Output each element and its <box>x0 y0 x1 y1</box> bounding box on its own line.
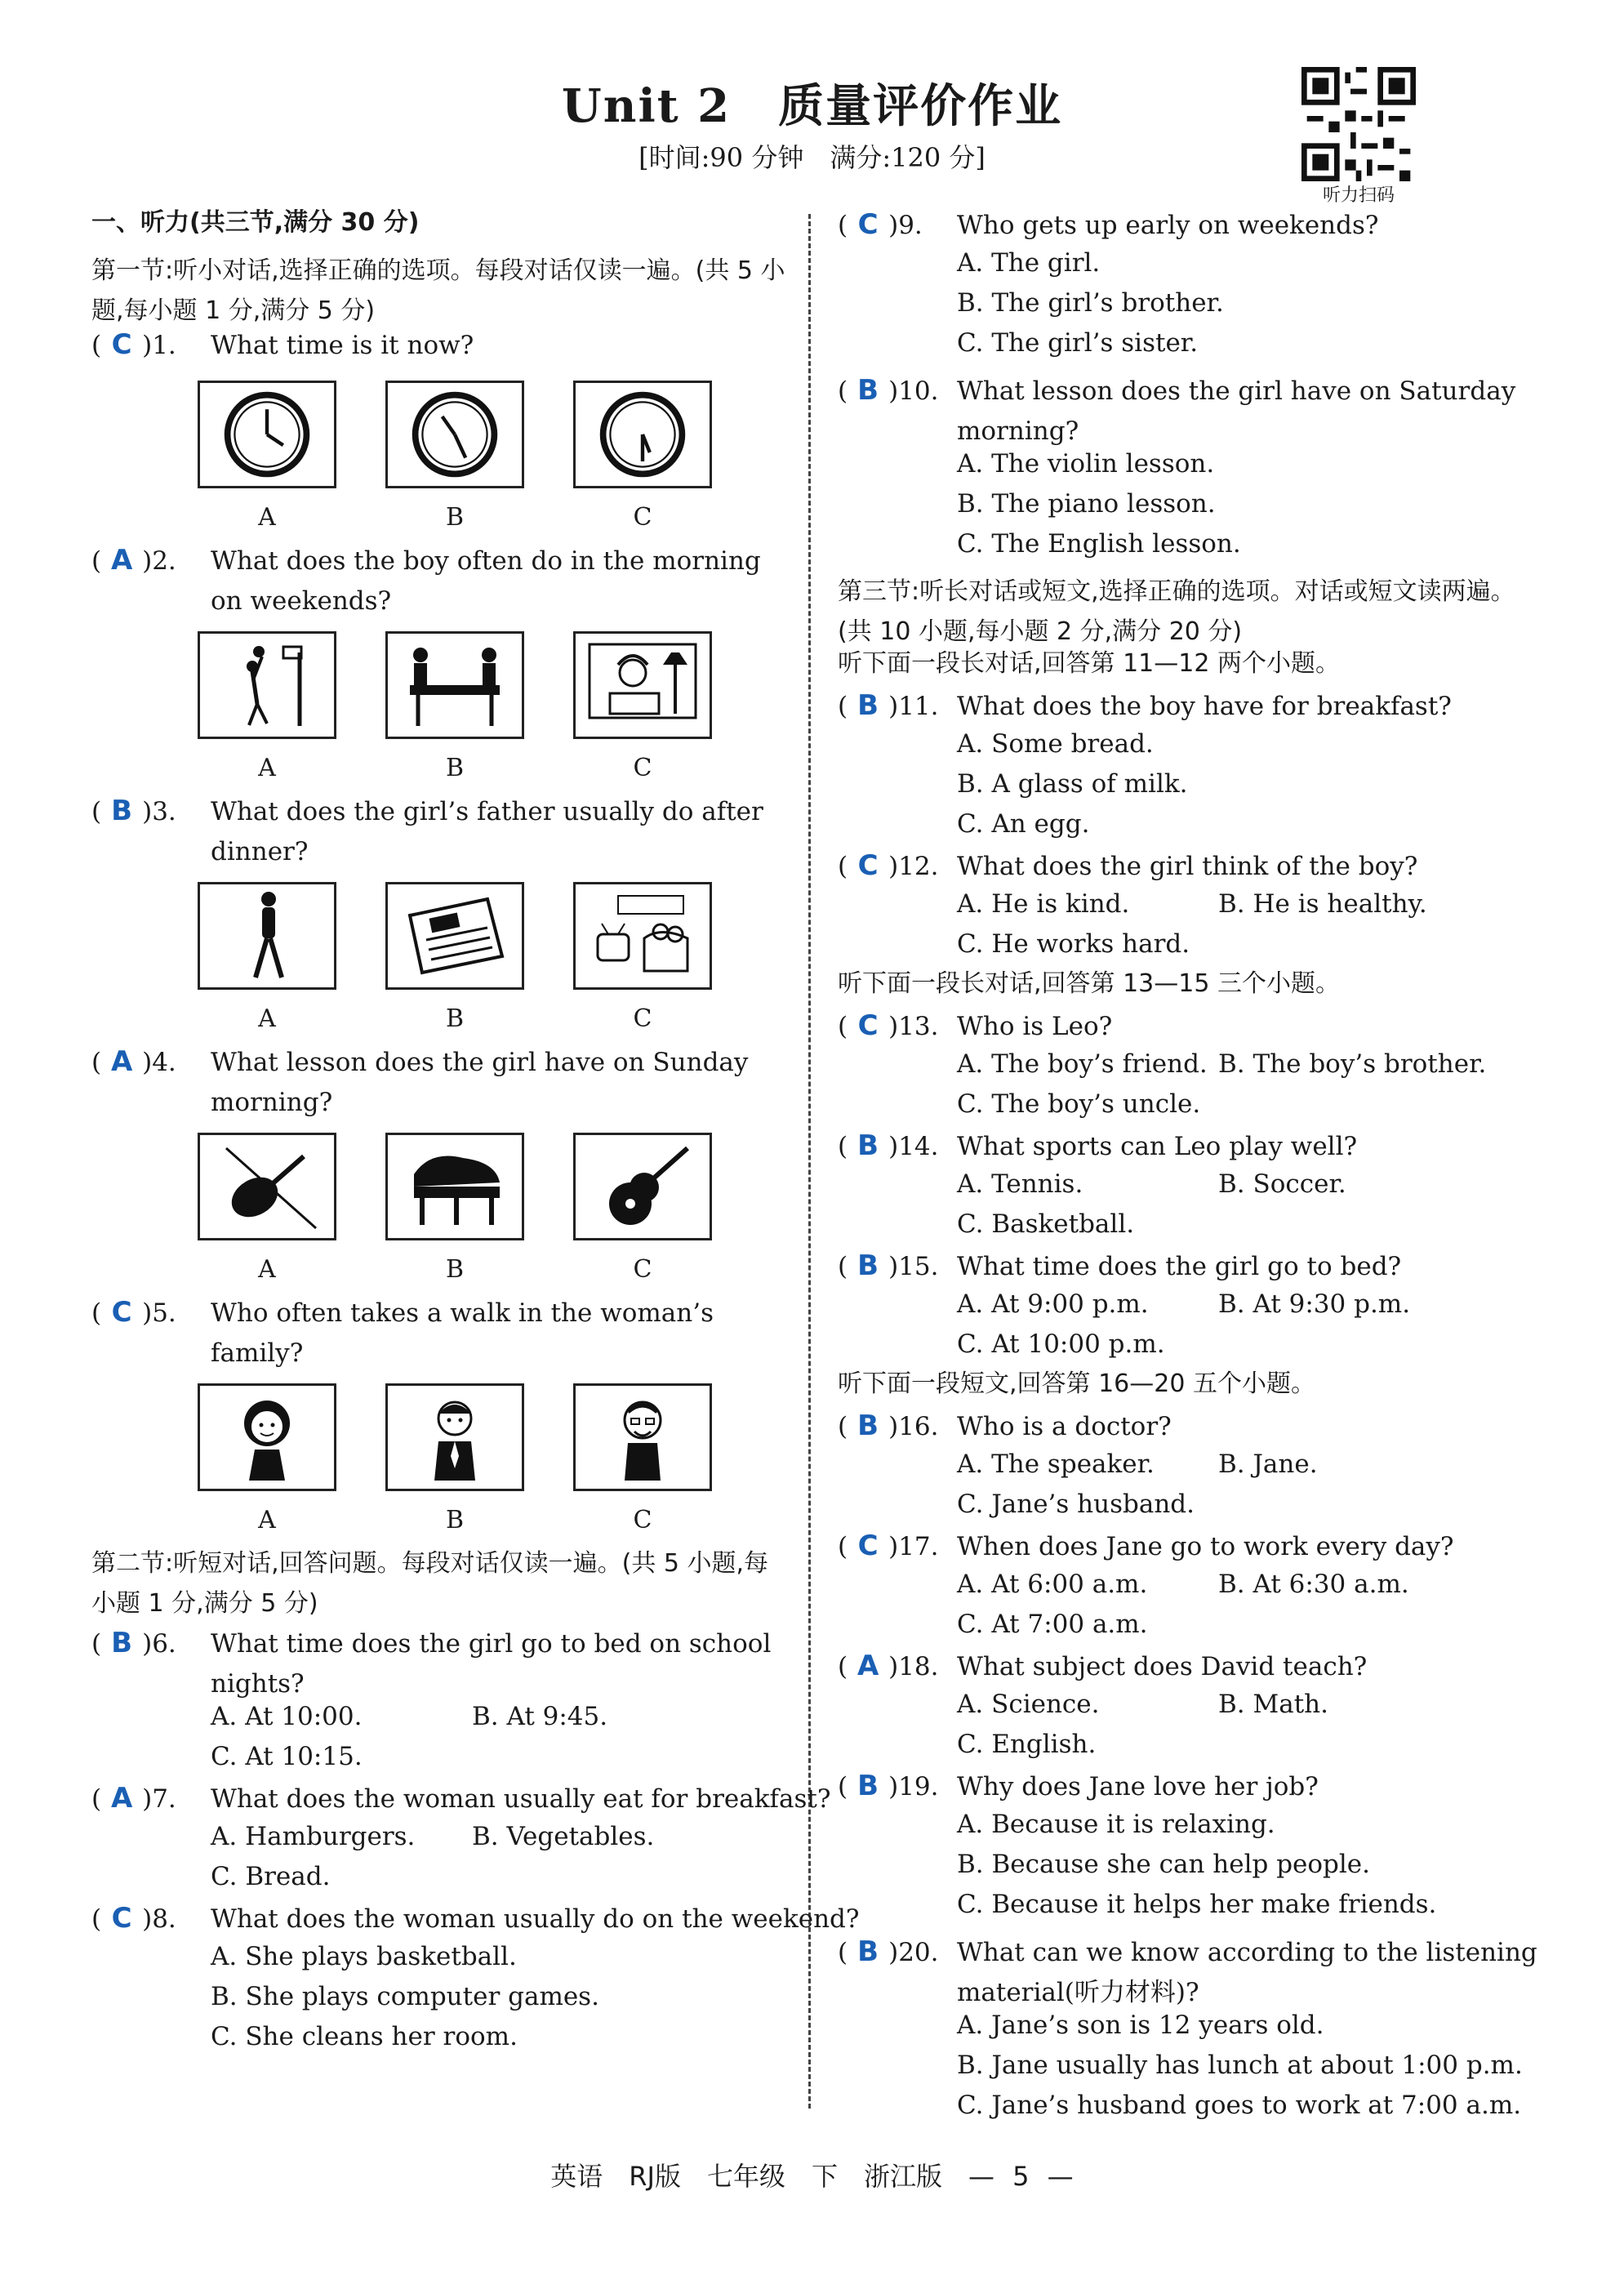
answer-9[interactable]: C <box>857 208 879 241</box>
question-12: ( C )12. What does the girl think of the boy? <box>838 849 1418 882</box>
q9-option-a[interactable]: A. The girl. <box>957 248 1101 278</box>
q1-labels: A B C <box>258 503 652 532</box>
answer-16[interactable]: B <box>857 1409 879 1442</box>
option-b-picture[interactable] <box>385 1133 524 1240</box>
option-b-picture[interactable] <box>385 1383 524 1491</box>
q15-options-ab: A. At 9:00 p.m. B. At 9:30 p.m. <box>957 1289 1411 1319</box>
q10-option-b[interactable]: B. The piano lesson. <box>957 489 1216 519</box>
clock-icon <box>222 390 312 479</box>
man-icon <box>414 1391 496 1485</box>
q16-option-c[interactable]: C. Jane’s husband. <box>957 1490 1195 1519</box>
q5-labels: A B C <box>258 1506 652 1534</box>
q11-option-c[interactable]: C. An egg. <box>957 809 1090 839</box>
question-1: ( C )1. What time is it now? <box>91 328 474 361</box>
q15-option-c[interactable]: C. At 10:00 p.m. <box>957 1329 1165 1359</box>
violin-icon <box>210 1140 324 1234</box>
question-13: ( C )13. Who is Leo? <box>838 1009 1113 1042</box>
question-15: ( B )15. What time does the girl go to bed? <box>838 1249 1402 1282</box>
reading-icon <box>585 640 700 730</box>
exam-info: [时间:90 分钟 满分:120 分] <box>638 142 986 173</box>
question-11: ( B )11. What does the boy have for breakfast? <box>838 689 1452 722</box>
grandpa-icon <box>602 1391 683 1485</box>
q4-labels: A B C <box>258 1255 652 1284</box>
option-c-picture[interactable] <box>573 631 712 739</box>
option-c-picture[interactable] <box>573 1133 712 1240</box>
question-2: ( A )2. What does the boy often do in the morning on weekends? <box>91 541 792 621</box>
answer-14[interactable]: B <box>857 1129 879 1162</box>
q19-option-a[interactable]: A. Because it is relaxing. <box>957 1810 1275 1839</box>
option-a-picture[interactable] <box>198 1133 336 1240</box>
guitar-icon <box>585 1140 700 1234</box>
q18-options-ab: A. Science. B. Math. <box>957 1690 1328 1719</box>
option-a-picture[interactable] <box>198 381 336 488</box>
q20-option-a[interactable]: A. Jane’s son is 12 years old. <box>957 2011 1324 2040</box>
question-8: ( C )8. What does the woman usually do on the weekend? <box>91 1902 860 1935</box>
answer-7[interactable]: A <box>110 1782 133 1815</box>
q3-labels: A B C <box>258 1004 652 1033</box>
basketball-icon <box>218 640 316 730</box>
q11-option-a[interactable]: A. Some bread. <box>957 729 1154 759</box>
question-4: ( A )4. What lesson does the girl have on Sunday morning? <box>91 1042 792 1123</box>
option-b-picture[interactable] <box>385 381 524 488</box>
q20-option-b[interactable]: B. Jane usually has lunch at about 1:00 p.m. <box>957 2051 1523 2080</box>
q5-pictures <box>91 1383 792 1498</box>
answer-15[interactable]: B <box>857 1249 879 1282</box>
q8-option-a[interactable]: A. She plays basketball. <box>211 1942 517 1971</box>
q8-option-c[interactable]: C. She cleans her room. <box>211 2022 518 2051</box>
intro-16-20: 听下面一段短文,回答第 16—20 五个小题。 <box>838 1369 1315 1398</box>
q10-option-c[interactable]: C. The English lesson. <box>957 529 1241 559</box>
girl-icon <box>226 1391 308 1485</box>
q17-options-ab: A. At 6:00 a.m. B. At 6:30 a.m. <box>957 1570 1409 1599</box>
answer-1[interactable]: C <box>111 328 132 361</box>
walking-icon <box>234 889 300 983</box>
option-c-picture[interactable] <box>573 1383 712 1491</box>
question-20: ( B )20. What can we know according to the listening material(听力材料)? <box>838 1932 1540 2013</box>
piano-icon <box>398 1142 512 1231</box>
q3-pictures <box>91 882 792 996</box>
q18-option-c[interactable]: C. English. <box>957 1730 1097 1759</box>
q4-pictures <box>91 1133 792 1247</box>
clock-icon <box>410 390 500 479</box>
q9-option-c[interactable]: C. The girl’s sister. <box>957 328 1199 358</box>
answer-20[interactable]: B <box>857 1935 879 1968</box>
part1-instructions: 第一节:听小对话,选择正确的选项。每段对话仅读一遍。(共 5 小题,每小题 1 分,满分 5 分) <box>91 256 785 325</box>
ping-pong-icon <box>398 640 512 730</box>
q13-option-c[interactable]: C. The boy’s uncle. <box>957 1089 1201 1119</box>
intro-13-15: 听下面一段长对话,回答第 13—15 三个小题。 <box>838 969 1340 998</box>
q14-option-c[interactable]: C. Basketball. <box>957 1209 1135 1239</box>
question-14: ( B )14. What sports can Leo play well? <box>838 1129 1358 1162</box>
question-19: ( B )19. Why does Jane love her job? <box>838 1770 1319 1802</box>
watching-tv-icon <box>585 889 700 983</box>
answer-10[interactable]: B <box>857 374 879 407</box>
answer-19[interactable]: B <box>857 1770 879 1802</box>
answer-18[interactable]: A <box>856 1650 879 1682</box>
qr-label: 听力扫码 <box>1322 185 1395 206</box>
question-17: ( C )17. When does Jane go to work every day? <box>838 1530 1454 1562</box>
option-c-picture[interactable] <box>573 381 712 488</box>
answer-2[interactable]: A <box>110 544 133 577</box>
q19-option-c[interactable]: C. Because it helps her make friends. <box>957 1890 1437 1919</box>
q17-option-c[interactable]: C. At 7:00 a.m. <box>957 1610 1148 1639</box>
column-divider <box>808 214 811 2109</box>
question-6: ( B )6. What time does the girl go to bed on school nights? <box>91 1623 792 1704</box>
q12-option-c[interactable]: C. He works hard. <box>957 929 1190 959</box>
section-heading: 一、听力(共三节,满分 30 分) <box>91 208 420 237</box>
answer-3[interactable]: B <box>111 795 133 827</box>
q2-pictures <box>91 631 792 746</box>
option-b-picture[interactable] <box>385 882 524 990</box>
qr-code-icon[interactable] <box>1301 67 1416 181</box>
question-10: ( B )10. What lesson does the girl have on Saturday morning? <box>838 371 1540 452</box>
q1-pictures <box>91 381 792 495</box>
q14-options-ab: A. Tennis. B. Soccer. <box>957 1169 1346 1199</box>
answer-5[interactable]: C <box>111 1296 132 1329</box>
answer-6[interactable]: B <box>111 1627 133 1659</box>
option-b-picture[interactable] <box>385 631 524 739</box>
clock-icon <box>598 390 687 479</box>
q6-options-ab: A. At 10:00. B. At 9:45. <box>211 1702 608 1731</box>
answer-11[interactable]: B <box>857 689 879 722</box>
page-title: Unit 2 质量评价作业 <box>561 79 1063 133</box>
q13-options-ab: A. The boy’s friend. B. The boy’s brother. <box>957 1049 1487 1079</box>
question-7: ( A )7. What does the woman usually eat for breakfast? <box>91 1782 831 1815</box>
intro-11-12: 听下面一段长对话,回答第 11—12 两个小题。 <box>838 649 1340 678</box>
right-column <box>838 208 1540 2133</box>
q2-labels: A B C <box>258 754 652 782</box>
part3-instructions: 第三节:听长对话或短文,选择正确的选项。对话或短文读两遍。(共 10 小题,每小题 2 分,满分 20 分) <box>838 577 1515 646</box>
q20-option-c[interactable]: C. Jane’s husband goes to work at 7:00 a.m. <box>957 2091 1522 2120</box>
page-footer: 英语 RJ版 七年级 下 浙江版 — 5 — <box>550 2161 1074 2192</box>
question-5: ( C )5. Who often takes a walk in the woman’s family? <box>91 1293 792 1374</box>
option-c-picture[interactable] <box>573 882 712 990</box>
q10-option-a[interactable]: A. The violin lesson. <box>957 449 1215 479</box>
left-column <box>91 208 860 2064</box>
q8-option-b[interactable]: B. She plays computer games. <box>211 1982 599 2011</box>
answer-13[interactable]: C <box>857 1009 879 1042</box>
newspaper-icon <box>398 891 512 981</box>
question-16: ( B )16. Who is a doctor? <box>838 1409 1172 1442</box>
answer-8[interactable]: C <box>111 1902 132 1935</box>
q6-option-c[interactable]: C. At 10:15. <box>211 1742 363 1771</box>
q16-options-ab: A. The speaker. B. Jane. <box>957 1450 1318 1479</box>
q9-option-b[interactable]: B. The girl’s brother. <box>957 288 1224 318</box>
q11-option-b[interactable]: B. A glass of milk. <box>957 769 1188 799</box>
question-18: ( A )18. What subject does David teach? <box>838 1650 1368 1682</box>
question-9: ( C )9. Who gets up early on weekends? <box>838 208 1379 241</box>
answer-12[interactable]: C <box>857 849 879 882</box>
option-a-picture[interactable] <box>198 631 336 739</box>
q19-option-b[interactable]: B. Because she can help people. <box>957 1850 1371 1879</box>
option-a-picture[interactable] <box>198 882 336 990</box>
answer-4[interactable]: A <box>110 1045 133 1078</box>
q7-options-ab: A. Hamburgers. B. Vegetables. <box>211 1822 655 1851</box>
answer-17[interactable]: C <box>857 1530 879 1562</box>
q12-options-ab: A. He is kind. B. He is healthy. <box>957 889 1427 919</box>
question-3: ( B )3. What does the girl’s father usually do after dinner? <box>91 791 792 872</box>
part2-instructions: 第二节:听短对话,回答问题。每段对话仅读一遍。(共 5 小题,每小题 1 分,满分 5 分) <box>91 1549 769 1618</box>
q7-option-c[interactable]: C. Bread. <box>211 1862 331 1891</box>
option-a-picture[interactable] <box>198 1383 336 1491</box>
